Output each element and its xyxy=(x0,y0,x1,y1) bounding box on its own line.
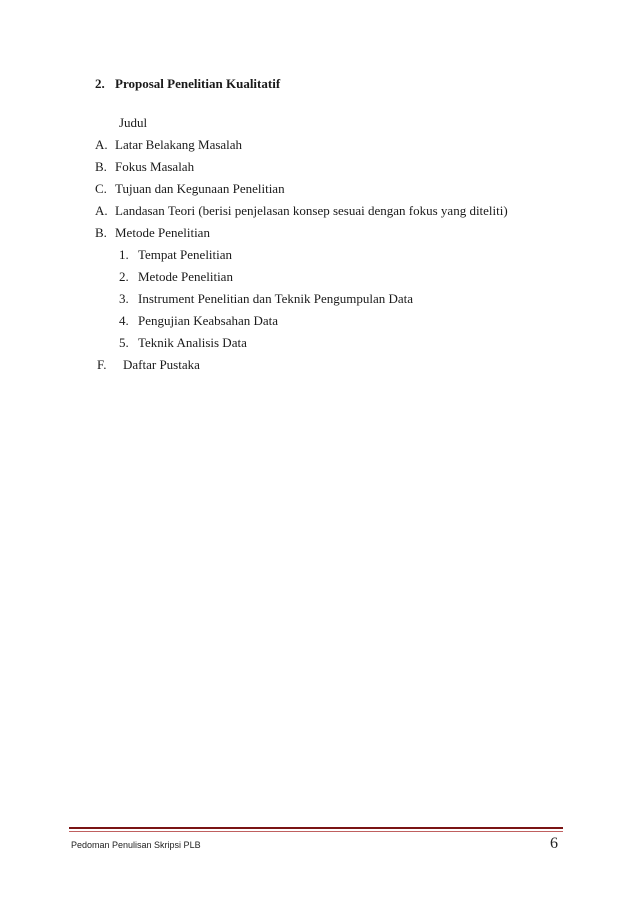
sub-list-item xyxy=(119,291,539,307)
list-item-marker: A. xyxy=(95,137,108,152)
sub-list-item-text: Tempat Penelitian xyxy=(138,247,233,262)
sub-list-item xyxy=(119,269,539,285)
sub-list-item-marker: 2. xyxy=(119,269,129,284)
list-item-marker: B. xyxy=(95,159,107,174)
list-item-marker: A. xyxy=(95,203,108,218)
list-item-text: Fokus Masalah xyxy=(115,159,195,174)
list-item xyxy=(95,137,545,153)
list-item-text: Landasan Teori (berisi penjelasan konsep sesuai dengan fokus yang diteliti) xyxy=(115,203,508,218)
list-item-marker: F. xyxy=(97,357,107,372)
sub-list-item-marker: 4. xyxy=(119,313,129,328)
sub-list-item-text: Metode Penelitian xyxy=(138,269,233,284)
footer-rule xyxy=(69,827,563,829)
list-item-marker: C. xyxy=(95,181,107,196)
sub-list-item xyxy=(119,313,539,329)
sub-list-item-text: Instrument Penelitian dan Teknik Pengumpulan Data xyxy=(138,291,414,306)
list-item xyxy=(95,225,545,241)
footer-rule-thin xyxy=(69,831,563,832)
list-item-judul xyxy=(95,115,545,131)
sub-list-item xyxy=(119,335,539,351)
section-title: Proposal Penelitian Kualitatif xyxy=(115,76,281,91)
footer-page-number: 6 xyxy=(550,835,558,852)
footer-document-title: Pedoman Penulisan Skripsi PLB xyxy=(71,840,201,850)
list-item-text: Daftar Pustaka xyxy=(123,357,200,372)
list-item-text: Tujuan dan Kegunaan Penelitian xyxy=(115,181,285,196)
list-item xyxy=(95,203,545,219)
list-item-text: Metode Penelitian xyxy=(115,225,210,240)
sub-list-item xyxy=(119,247,539,263)
sub-list-item-text: Teknik Analisis Data xyxy=(138,335,247,350)
section-number: 2. xyxy=(95,76,105,91)
list-item-marker: B. xyxy=(95,225,107,240)
sub-list-item-marker: 5. xyxy=(119,335,129,350)
list-item xyxy=(95,159,545,175)
list-item-text: Latar Belakang Masalah xyxy=(115,137,243,152)
section-heading xyxy=(95,76,280,92)
sub-list-item-text: Pengujian Keabsahan Data xyxy=(138,313,279,328)
list-item xyxy=(95,181,545,197)
sub-list-item-marker: 1. xyxy=(119,247,129,262)
list-item-daftar-pustaka xyxy=(97,357,547,373)
sub-list-item-marker: 3. xyxy=(119,291,129,306)
list-item-text: Judul xyxy=(119,115,148,130)
